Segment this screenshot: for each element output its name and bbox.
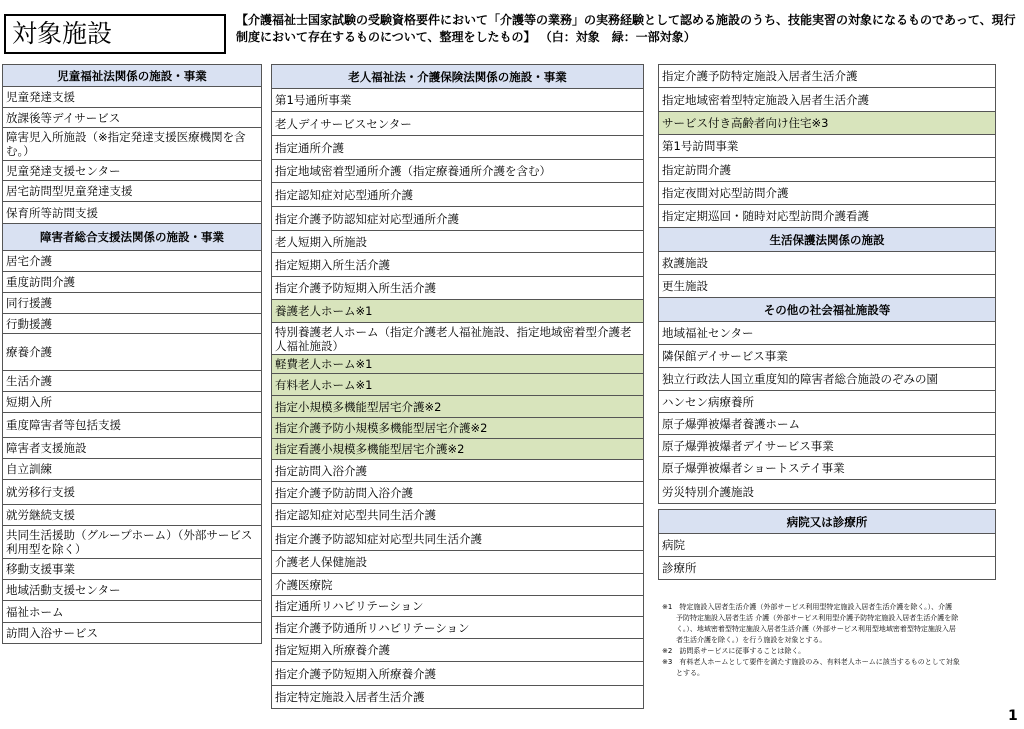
facility-row	[3, 623, 262, 644]
facility-name: 行動援護	[3, 314, 262, 334]
facility-row	[272, 439, 644, 460]
facility-row	[272, 396, 644, 418]
facility-name: 指定介護予防短期入所療養介護	[272, 662, 644, 686]
section-header: 病院又は診療所	[659, 510, 996, 534]
facility-name: 救護施設	[659, 252, 996, 275]
facility-row	[272, 504, 644, 527]
section-header: 児童福祉法関係の施設・事業	[3, 65, 262, 87]
facility-row	[659, 65, 996, 88]
facility-name: 病院	[659, 534, 996, 557]
facility-name: 指定認知症対応型通所介護	[272, 183, 644, 207]
facility-row	[3, 293, 262, 314]
facility-name: 訪問入浴サービス	[3, 623, 262, 644]
facility-name: 介護老人保健施設	[272, 551, 644, 574]
footnote-2: ※2 訪問系サービスに従事することは除く。	[662, 647, 806, 655]
facility-row	[272, 323, 644, 355]
facility-name: 指定小規模多機能型居宅介護※2	[272, 396, 644, 418]
facility-row	[272, 355, 644, 374]
facility-row	[3, 371, 262, 392]
facility-name: ハンセン病療養所	[659, 391, 996, 413]
facility-name: 保育所等訪問支援	[3, 202, 262, 224]
facility-row	[272, 183, 644, 207]
facility-name: 第1号通所事業	[272, 89, 644, 112]
facility-row	[3, 272, 262, 293]
facility-name: 生活介護	[3, 371, 262, 392]
facility-row	[659, 182, 996, 205]
facility-name: 診療所	[659, 557, 996, 580]
facility-name: 就労継続支援	[3, 505, 262, 526]
facility-name: 指定地域密着型特定施設入居者生活介護	[659, 88, 996, 112]
column-left	[2, 64, 262, 644]
facility-row	[272, 551, 644, 574]
facility-name: サービス付き高齢者向け住宅※3	[659, 112, 996, 135]
facility-name: 指定介護予防短期入所生活介護	[272, 277, 644, 300]
facility-row	[659, 205, 996, 228]
facility-row	[3, 601, 262, 623]
facility-name: 指定通所リハビリテーション	[272, 596, 644, 617]
facility-name: 療養介護	[3, 334, 262, 371]
facility-row	[272, 596, 644, 617]
facility-name: 指定介護予防小規模多機能型居宅介護※2	[272, 418, 644, 439]
facility-name: 指定通所介護	[272, 136, 644, 160]
facility-row	[3, 413, 262, 438]
facility-name: 短期入所	[3, 392, 262, 413]
facility-row	[659, 391, 996, 413]
facility-name: 養護老人ホーム※1	[272, 300, 644, 323]
facility-row	[659, 345, 996, 368]
facility-row	[3, 108, 262, 128]
facility-row	[272, 207, 644, 231]
facility-name: 重度障害者等包括支援	[3, 413, 262, 438]
column-right	[658, 64, 996, 580]
facility-name: 同行援護	[3, 293, 262, 314]
section-header-row	[659, 228, 996, 252]
facility-row	[272, 662, 644, 686]
facility-row	[3, 559, 262, 580]
facility-name: 指定夜間対応型訪問介護	[659, 182, 996, 205]
facility-row	[659, 413, 996, 435]
facility-row	[3, 480, 262, 505]
facility-name: 自立訓練	[3, 459, 262, 480]
facility-name: 労災特別介護施設	[659, 480, 996, 504]
facility-name: 指定介護予防認知症対応型共同生活介護	[272, 527, 644, 551]
facility-row	[659, 457, 996, 480]
facility-name: 隣保館デイサービス事業	[659, 345, 996, 368]
section-header: 生活保護法関係の施設	[659, 228, 996, 252]
facility-name: 原子爆弾被爆者デイサービス事業	[659, 435, 996, 457]
facility-row	[3, 580, 262, 601]
facility-table-right	[658, 64, 996, 580]
facility-row	[659, 557, 996, 580]
section-header-row	[3, 224, 262, 251]
facility-row	[3, 202, 262, 224]
section-header-row	[3, 65, 262, 87]
facility-name: 老人短期入所施設	[272, 231, 644, 253]
facility-name: 指定介護予防特定施設入居者生活介護	[659, 65, 996, 88]
page-number: 1	[1008, 708, 1018, 724]
facility-row	[272, 136, 644, 160]
facility-row	[3, 87, 262, 108]
facility-name: 指定認知症対応型共同生活介護	[272, 504, 644, 527]
facility-row	[272, 460, 644, 482]
facility-name: 就労移行支援	[3, 480, 262, 505]
facility-name: 居宅介護	[3, 251, 262, 272]
facility-row	[3, 334, 262, 371]
facility-name: 障害児入所施設（※指定発達支援医療機関を含む。）	[3, 128, 262, 161]
facility-row	[659, 368, 996, 391]
footnote-3: ※3 有料老人ホームとして要件を満たす施設のみ、有料老人ホームに該当するものとして対象 とする。	[662, 658, 960, 677]
facility-row	[659, 534, 996, 557]
facility-name: 指定地域密着型通所介護（指定療養通所介護を含む）	[272, 160, 644, 183]
facility-name: 有料老人ホーム※1	[272, 374, 644, 396]
column-middle	[271, 64, 644, 709]
facility-row	[272, 482, 644, 504]
facility-name: 独立行政法人国立重度知的障害者総合施設のぞみの園	[659, 368, 996, 391]
page-title: 対象施設	[4, 14, 226, 54]
facility-name: 軽費老人ホーム※1	[272, 355, 644, 374]
facility-name: 指定介護予防通所リハビリテーション	[272, 617, 644, 639]
facility-row	[3, 438, 262, 459]
facility-name: 指定訪問介護	[659, 158, 996, 182]
facility-row	[659, 88, 996, 112]
facility-row	[272, 231, 644, 253]
facility-row	[272, 300, 644, 323]
facility-name: 共同生活援助（グループホーム）（外部サービス利用型を除く）	[3, 526, 262, 559]
section-header: 障害者総合支援法関係の施設・事業	[3, 224, 262, 251]
facility-name: 放課後等デイサービス	[3, 108, 262, 128]
facility-name: 原子爆弾被爆者養護ホーム	[659, 413, 996, 435]
footnotes	[662, 602, 1002, 679]
facility-name: 指定短期入所生活介護	[272, 253, 644, 277]
facility-row	[659, 158, 996, 182]
facility-row	[3, 128, 262, 161]
facility-name: 特別養護老人ホーム（指定介護老人福祉施設、指定地域密着型介護老人福祉施設）	[272, 323, 644, 355]
facility-name: 指定短期入所療養介護	[272, 639, 644, 662]
facility-name: 児童発達支援センター	[3, 161, 262, 181]
facility-name: 指定訪問入浴介護	[272, 460, 644, 482]
facility-row	[272, 89, 644, 112]
facility-name: 地域活動支援センター	[3, 580, 262, 601]
facility-name: 障害者支援施設	[3, 438, 262, 459]
section-header: 老人福祉法・介護保険法関係の施設・事業	[272, 65, 644, 89]
facility-name: 更生施設	[659, 275, 996, 298]
facility-name: 指定看護小規模多機能型居宅介護※2	[272, 439, 644, 460]
facility-row	[3, 526, 262, 559]
facility-row	[659, 480, 996, 504]
facility-name: 指定特定施設入居者生活介護	[272, 686, 644, 709]
section-header-row	[659, 510, 996, 534]
facility-row	[272, 527, 644, 551]
section-header-row	[659, 298, 996, 322]
facility-row	[272, 418, 644, 439]
facility-row	[272, 160, 644, 183]
facility-row	[3, 314, 262, 334]
facility-row	[272, 686, 644, 709]
facility-row	[659, 322, 996, 345]
facility-row	[3, 161, 262, 181]
facility-row	[272, 253, 644, 277]
facility-row	[272, 374, 644, 396]
facility-row	[659, 435, 996, 457]
facility-name: 移動支援事業	[3, 559, 262, 580]
facility-name: 福祉ホーム	[3, 601, 262, 623]
facility-row	[3, 251, 262, 272]
page-header	[0, 10, 1024, 60]
facility-name: 第1号訪問事業	[659, 135, 996, 158]
facility-table-middle	[271, 64, 644, 709]
facility-row	[272, 277, 644, 300]
facility-row	[3, 459, 262, 480]
facility-name: 指定介護予防認知症対応型通所介護	[272, 207, 644, 231]
facility-name: 老人デイサービスセンター	[272, 112, 644, 136]
facility-row	[659, 275, 996, 298]
facility-row	[3, 392, 262, 413]
section-header-row	[272, 65, 644, 89]
facility-name: 指定定期巡回・随時対応型訪問介護看護	[659, 205, 996, 228]
footnote-1: ※1 特定施設入居者生活介護（外部サービス利用型特定施設入居者生活介護を除く。）、介護 予防特定施設入居者生活 介護（外部サービス利用型介護予防特定施設入居者生活介護を除 く。）、地域密着型特定施設入居者生活介護（外部サービス利用型地域密着型特定施設入居 者生活介護を除く。）を行う施設を対象とする。	[662, 603, 959, 644]
facility-name: 居宅訪問型児童発達支援	[3, 181, 262, 202]
facility-row	[272, 112, 644, 136]
facility-row	[3, 181, 262, 202]
facility-table-left	[2, 64, 262, 644]
facility-row	[272, 574, 644, 596]
facility-row	[659, 112, 996, 135]
facility-row	[272, 639, 644, 662]
facility-row	[272, 617, 644, 639]
facility-name: 地域福祉センター	[659, 322, 996, 345]
page-description: 【介護福祉士国家試験の受験資格要件において「介護等の業務」の実務経験として認める施設のうち、技能実習の対象になるものであって、現行制度において存在するものについて、整理をしたもの】 （白：対象 緑：一部対象）	[236, 13, 1016, 44]
facility-row	[659, 252, 996, 275]
facility-name: 介護医療院	[272, 574, 644, 596]
facility-name: 児童発達支援	[3, 87, 262, 108]
section-header: その他の社会福祉施設等	[659, 298, 996, 322]
facility-name: 重度訪問介護	[3, 272, 262, 293]
facility-row	[3, 505, 262, 526]
facility-name: 指定介護予防訪問入浴介護	[272, 482, 644, 504]
facility-row	[659, 135, 996, 158]
facility-name: 原子爆弾被爆者ショートステイ事業	[659, 457, 996, 480]
